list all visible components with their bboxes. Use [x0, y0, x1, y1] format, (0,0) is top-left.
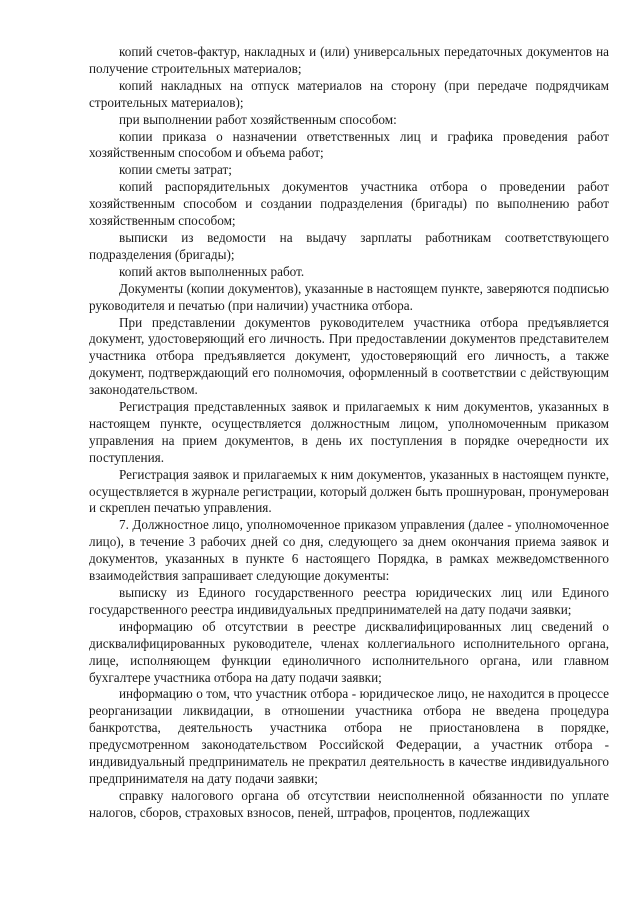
paragraph-cost-estimate: копии сметы затрат; [119, 162, 232, 178]
paragraph-work-acts: копий актов выполненных работ. [119, 263, 305, 279]
paragraph-administrative-docs: копий распорядительных документов участника отбора о проведении работ хозяйственным способом и создании подразделения (бригады) по выполнению работ хозяйственным способом; [89, 179, 609, 229]
paragraph-reorganization: информацию о том, что участник отбора - юридическое лицо, не находится в процессе реорганизации ликвидации, в отношении участника отбора не введена процедура банкротства, деятельность участника отбора не приостановлена в порядке, предусмотренном законодательством Российской Федерации, а участник отбора - индивидуальный предприниматель не прекратил деятельность в качестве индивидуального предпринимателя на дату подачи заявки; [89, 686, 609, 786]
paragraph-journal: Регистрация заявок и прилагаемых к ним документов, указанных в настоящем пункте, осуществляется в журнале регистрации, который должен быть прошнурован, пронумерован и скреплен печатью управления. [89, 466, 609, 516]
paragraph-section-7: 7. Должностное лицо, уполномоченное приказом управления (далее - уполномоченное лицо), в течение 3 рабочих дней со дня, следующего за днем окончания приема заявок и документов, указанных в пункте 6 настоящего Порядка, в рамках межведомственного взаимодействия запрашивает следующие документы: [89, 517, 609, 584]
paragraph-registry-extract: выписку из Единого государственного реестра юридических лиц или Единого государственного реестра индивидуальных предпринимателей на дату подачи заявки; [89, 585, 609, 617]
paragraph-disqualified-persons: информацию об отсутствии в реестре дисквалифицированных лиц сведений о дисквалифицированных руководителе, членах коллегиального исполнительного органа, лице, исполняющем функции единоличного исполнительного органа, или главном бухгалтере участника отбора на дату подачи заявки; [89, 618, 609, 685]
document-body [89, 44, 609, 822]
paragraph-invoices: копий счетов-фактур, накладных и (или) универсальных передаточных документов на получение строительных материалов; [89, 44, 609, 76]
paragraph-economic-method: при выполнении работ хозяйственным способом: [119, 111, 397, 127]
paragraph-certification: Документы (копии документов), указанные в настоящем пункте, заверяются подписью руководителя и печатью (при наличии) участника отбора. [89, 280, 609, 313]
paragraph-order-copy: копии приказа о назначении ответственных лиц и графика проведения работ хозяйственным способом и объема работ; [89, 128, 609, 161]
paragraph-registration: Регистрация представленных заявок и прилагаемых к ним документов, указанных в настоящем пункте, осуществляется должностным лицом, уполномоченным приказом управления на прием документов, в день их поступления в порядке очередности их поступления. [89, 399, 609, 465]
paragraph-tax-certificate: справку налогового органа об отсутствии неисполненной обязанности по уплате налогов, сборов, страховых взносов, пеней, штрафов, процентов, подлежащих [89, 787, 609, 820]
paragraph-identity: При представлении документов руководителем участника отбора предъявляется документ, удостоверяющий его личность. При предоставлении документов представителем участника отбора предъявляется документ, удостоверяющий его личность, а также документ, подтверждающий его полномочия, оформленный в соответствии с действующим законодательством. [89, 314, 609, 398]
paragraph-waybills: копий накладных на отпуск материалов на сторону (при передаче подрядчикам строительных материалов); [89, 77, 609, 110]
paragraph-payroll-extract: выписки из ведомости на выдачу зарплаты работникам соответствующего подразделения (бригады); [89, 229, 609, 262]
